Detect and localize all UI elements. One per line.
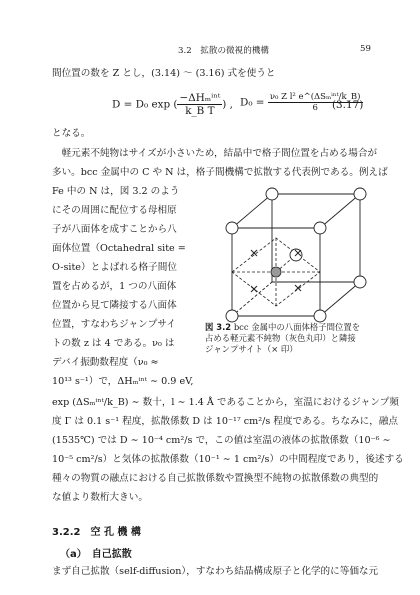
caption-line: bcc 金属中の八面体格子間位置を bbox=[233, 322, 361, 332]
text-line: (1535℃) では D ∼ 10⁻⁴ cm²/s で，この値は室温の液体の拡散係数（10⁻⁶ ∼ bbox=[52, 435, 391, 446]
exponent-numerator: −ΔHₘⁱⁿᵗ bbox=[179, 92, 221, 104]
text-line: 度 Γ は 0.1 s⁻¹ 程度，拡散係数 D は 10⁻¹⁷ cm²/s 程度である。ちなみに，融点 bbox=[52, 416, 399, 427]
text-line: 置を占めるが，1 つの八面体 bbox=[52, 281, 177, 292]
equation-exponent-fraction bbox=[177, 92, 222, 117]
corner-atom bbox=[266, 188, 278, 200]
text-line: トの数 z は 4 である。ν₀ は bbox=[52, 338, 175, 349]
text-line: 面体位置（Octahedral site = bbox=[52, 243, 186, 254]
text-line: な値より数桁大きい。 bbox=[52, 492, 148, 503]
text-line: 多い。bcc 金属中の C や N は，格子間機構で拡散する代表例である。例えば bbox=[52, 167, 388, 178]
running-header: 3.2 拡散の微視的機構 bbox=[178, 46, 270, 56]
text-line: となる。 bbox=[52, 128, 91, 139]
d0-lhs: D₀ = bbox=[240, 96, 265, 109]
figure-label: 図 3.2 bbox=[205, 322, 232, 332]
corner-atom bbox=[354, 188, 366, 200]
equation-comma: , bbox=[229, 98, 233, 111]
text-line: 種々の物質の融点における自己拡散係数や置換型不純物の拡散係数の典型的 bbox=[52, 473, 379, 484]
exponent-denominator: k_B T bbox=[185, 105, 215, 117]
section-heading: 3.2.2 空 孔 機 構 bbox=[52, 527, 141, 538]
text-line: まず自己拡散（self-diffusion），すなわち結晶構成原子と化学的に等価な元 bbox=[52, 566, 379, 577]
figure-caption bbox=[205, 322, 365, 355]
corner-atom bbox=[354, 276, 366, 288]
corner-atom bbox=[314, 310, 326, 322]
caption-line: ジャンプサイト（× 印） bbox=[205, 344, 298, 354]
text-line: 子が八面体を成すことから八 bbox=[52, 224, 177, 235]
d0-numerator: ν₀ Z l² e^(ΔSₘⁱⁿᵗ/k_B) bbox=[269, 92, 361, 102]
text-line: にその周囲に配位する母相原 bbox=[52, 205, 177, 216]
subsection-heading: （a） 自己拡散 bbox=[60, 549, 132, 560]
text-line: 10⁻⁵ cm²/s）と気体の拡散係数（10⁻¹ ∼ 1 cm²/s）の中間程度であり，後述する bbox=[52, 454, 404, 465]
text-line: 軽元素不純物はサイズが小さいため，結晶中で格子間位置を占める場合が bbox=[52, 148, 378, 159]
equation-lhs: D = D₀ exp bbox=[112, 98, 171, 111]
corner-atom bbox=[226, 222, 238, 234]
d0-denominator: 6 bbox=[312, 103, 318, 113]
text-line: 位置から見て隣接する八面体 bbox=[52, 300, 177, 311]
impurity-atom bbox=[271, 267, 281, 277]
page-number: 59 bbox=[360, 44, 371, 54]
text-line: 10¹³ s⁻¹）で，ΔHₘⁱⁿᵗ ∼ 0.9 eV, bbox=[52, 376, 194, 387]
corner-atom bbox=[314, 222, 326, 234]
text-line: Fe 中の N は，図 3.2 のよう bbox=[52, 186, 180, 197]
text-line: 位置，すなわちジャンプサイ bbox=[52, 319, 176, 330]
equation-3-17: D = D₀ exp ( $\frac{\text{−ΔHₘⁱⁿᵗ}}{\text{k\_B T}}$ ) , bbox=[112, 92, 233, 117]
caption-line: 占める軽元素不純物（灰色丸印）と隣接 bbox=[205, 333, 356, 343]
text-line: 間位置の数を Z とし，(3.14) ～ (3.16) 式を使うと bbox=[52, 68, 276, 79]
text-line: O-site）とよばれる格子間位 bbox=[52, 262, 177, 273]
bcc-octahedral-figure bbox=[210, 180, 380, 330]
corner-atom bbox=[226, 310, 238, 322]
equation-number: (3.17) bbox=[332, 99, 364, 111]
text-line: exp (ΔSₘⁱⁿᵗ/k_B) ∼ 数十，l ∼ 1.4 Å であることから，室温におけるジャンプ頻 bbox=[52, 397, 399, 408]
text-line: デバイ振動数程度（ν₀ ≈ bbox=[52, 357, 159, 368]
